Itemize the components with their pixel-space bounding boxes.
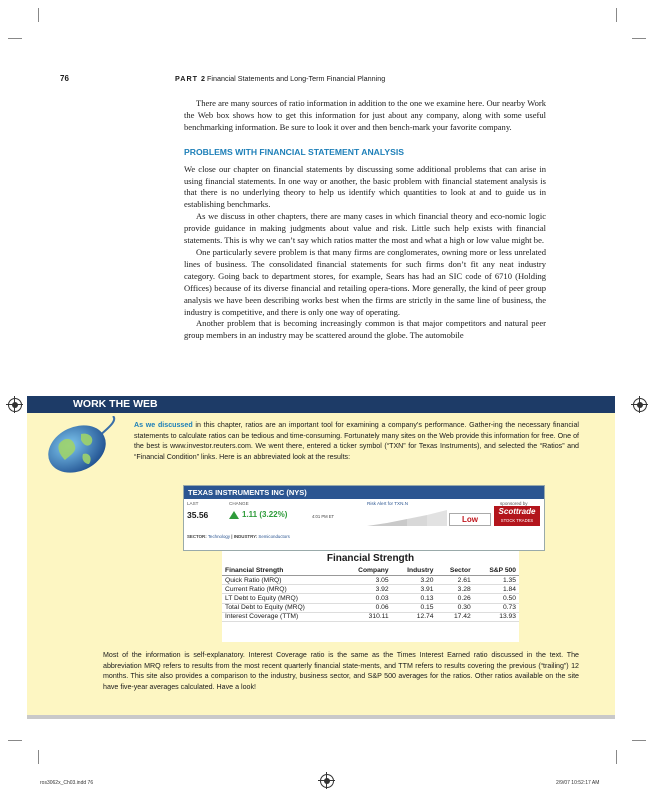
page-number: 76: [60, 74, 69, 83]
table-cell: 17.42: [437, 612, 474, 621]
last-label: LAST: [187, 501, 199, 506]
table-cell: 0.06: [341, 603, 392, 612]
work-the-web-lead: As we discussed: [134, 421, 193, 429]
work-the-web-title: WORK THE WEB: [27, 396, 615, 413]
price-change: 1.11 (3.22%): [242, 510, 288, 519]
table-cell: 13.93: [474, 612, 519, 621]
table-cell: Quick Ratio (MRQ): [222, 576, 341, 585]
table-cell: Total Debt to Equity (MRQ): [222, 603, 341, 612]
table-cell: 0.30: [437, 603, 474, 612]
part-title: Financial Statements and Long-Term Financial Planning: [207, 74, 386, 83]
paragraph: We close our chapter on financial statements by discussing some additional problems that can arise in using financial statements. In one way or another, the basic problem with financial statement analysis is that there is no underlying theory to help us identify which quantities to look at and to guide us in establishing benchmarks.: [184, 163, 546, 210]
section-heading: PROBLEMS WITH FINANCIAL STATEMENT ANALYSIS: [184, 146, 404, 157]
table-row: [222, 576, 519, 585]
quote-time: 4:01 PM ET: [312, 514, 335, 519]
file-slug: ros3062x_Ch03.indd 76: [40, 780, 94, 786]
stock-price: 35.56: [187, 510, 209, 520]
work-the-web-intro: [134, 420, 579, 462]
sponsor-name: Scottrade: [498, 507, 536, 516]
sponsor-label: sponsored by: [500, 501, 528, 506]
sector-label: SECTOR:: [187, 534, 207, 539]
table-cell: LT Debt to Equity (MRQ): [222, 594, 341, 603]
registration-mark-icon: [320, 774, 334, 788]
work-the-web-footer: Most of the information is self-explanatory. Interest Coverage ratio is the same as the Times Interest Earned ratio discussed in the text. The abbreviation MRQ refers to results from the most recent quarterly financial state-ments, and TTM refers to results covering the previous (“trailing”) 12 months. This site also provides a comparison to the industry, business sector, and S&P 500 averages for the ratios. Other ratios available on the site have five-year averages calculated. Have a look!: [103, 651, 579, 691]
column-header: Financial Strength: [222, 566, 341, 576]
sponsor-logo[interactable]: [494, 506, 540, 526]
table-cell: 0.73: [474, 603, 519, 612]
part-label: PART 2: [175, 74, 207, 83]
column-header: Company: [341, 566, 392, 576]
table-cell: 0.15: [392, 603, 437, 612]
table-cell: 3.28: [437, 585, 474, 594]
table-row: [222, 594, 519, 603]
up-arrow-icon: [229, 511, 239, 519]
table-row: [222, 585, 519, 594]
crop-mark: [8, 740, 22, 741]
change-label: CHANGE: [229, 501, 249, 506]
sector-value[interactable]: Technology: [207, 534, 231, 539]
table-header-row: [222, 566, 519, 576]
industry-value[interactable]: Semiconductors: [258, 534, 290, 539]
crop-mark: [616, 8, 617, 22]
quote-title: TEXAS INSTRUMENTS INC (NYS): [184, 486, 544, 499]
table-cell: 3.05: [341, 576, 392, 585]
column-header: Sector: [437, 566, 474, 576]
crop-mark: [632, 740, 646, 741]
crop-mark: [616, 750, 617, 764]
table-cell: 0.50: [474, 594, 519, 603]
work-the-web-text: in this chapter, ratios are an important tool for examining a company’s performance. Gather-ing the necessary financial statements to calculate ratios can be tedious and time-consuming. Fortunately many sites on the Web provide this information for free. One of the best is www.investor.reuters.com. We went there, entered a ticker symbol (“TXN” for Texas Instruments), and selected the “Ratios” and “Financial Condition” links. Here is an abbreviated look at the results:: [134, 421, 580, 461]
table-cell: Current Ratio (MRQ): [222, 585, 341, 594]
paragraph: As we discuss in other chapters, there are many cases in which financial theory and eco-nomic logic provide guidance in making judgments about value and risk. Little such help exists with financial statements. This is why we can’t say which ratios matter the most and what a high or low value might be.: [184, 211, 546, 246]
table-cell: 0.13: [392, 594, 437, 603]
table-cell: Interest Coverage (TTM): [222, 612, 341, 621]
risk-value: Low: [449, 513, 491, 526]
industry-label: | INDUSTRY:: [231, 534, 258, 539]
stock-quote-panel: [183, 485, 545, 551]
table-cell: 2.61: [437, 576, 474, 585]
table-cell: 0.03: [341, 594, 392, 603]
table-cell: 1.84: [474, 585, 519, 594]
risk-alert-label[interactable]: Risk Alert for TXN.N: [367, 501, 409, 506]
crop-mark: [632, 38, 646, 39]
intro-paragraph: There are many sources of ratio information in addition to the one we examine here. Our nearby Work the Web box shows how to get this information for just about any company, along with some useful benchmarking information. Be sure to look it over and then bench-mark your favorite company.: [184, 98, 546, 132]
registration-mark-icon: [8, 398, 22, 412]
financial-strength-panel: [222, 551, 519, 642]
table-cell: 0.26: [437, 594, 474, 603]
time-stamp: 2/9/07 10:52:17 AM: [556, 780, 600, 786]
paragraph: One particularly severe problem is that many firms are conglomerates, owning more or less unrelated lines of business. The consolidated financial statements for such firms don’t fit any neat industry category. Going back to department stores, for example, Sears has had an SIC code of 6710 (Holding Offices) because of its diverse financial and retailing opera-tions. More generally, the kind of peer group analysis we have been describing works best when the firms are strictly in the same line of business, the industry is competitive, and there is only one way of operating.: [184, 246, 546, 317]
risk-meter-icon: [367, 510, 447, 526]
table-row: [222, 612, 519, 621]
registration-mark-icon: [633, 398, 647, 412]
sector-line: [187, 534, 290, 539]
column-header: Industry: [392, 566, 437, 576]
table-row: [222, 603, 519, 612]
sponsor-sub: STOCK TRADES: [500, 518, 534, 523]
globe-mouse-icon: [39, 416, 119, 476]
financial-strength-table: [222, 566, 519, 622]
table-cell: 3.92: [341, 585, 392, 594]
table-cell: 310.11: [341, 612, 392, 621]
table-cell: 3.91: [392, 585, 437, 594]
body-text: [184, 98, 546, 342]
financial-strength-title: Financial Strength: [326, 553, 415, 564]
column-header: S&P 500: [474, 566, 519, 576]
table-cell: 12.74: [392, 612, 437, 621]
paragraph: Another problem that is becoming increasingly common is that major competitors and natural peer group members in an industry may be scattered around the globe. The automobile: [184, 318, 546, 341]
crop-mark: [38, 750, 39, 764]
table-cell: 1.35: [474, 576, 519, 585]
crop-mark: [38, 8, 39, 22]
crop-mark: [8, 38, 22, 39]
table-cell: 3.20: [392, 576, 437, 585]
